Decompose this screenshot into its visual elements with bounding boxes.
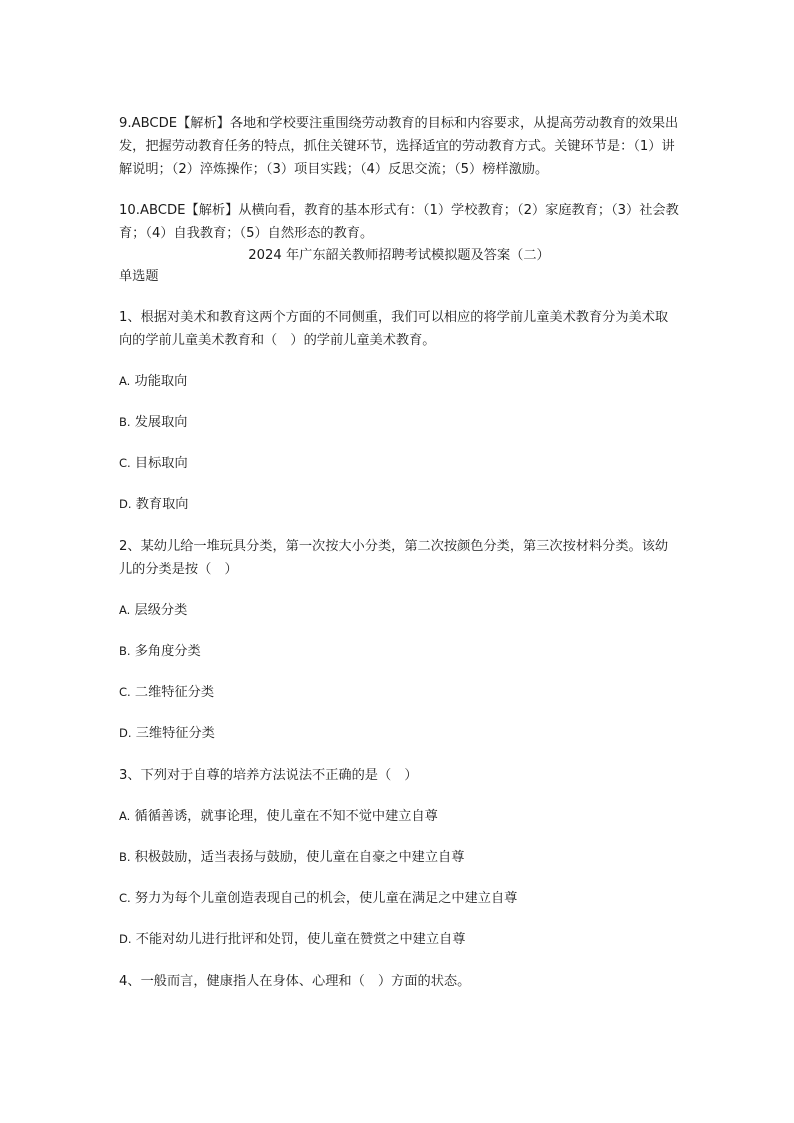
option-letter: A. [119,603,131,617]
question-3-stem: 3、下列对于自尊的培养方法说法不正确的是（ ） [119,768,418,783]
option-text: 功能取向 [134,374,188,389]
option-letter: D. [119,497,132,511]
option-text: 三维特征分类 [135,726,215,741]
option-letter: A. [119,809,131,823]
option-letter: C. [119,685,131,699]
option-letter: B. [119,644,131,658]
question-1-option-b [119,411,679,434]
question-2-option-d [119,722,679,745]
option-letter: D. [119,932,132,946]
question-1-option-c [119,452,679,475]
question-1-option-d [119,493,679,516]
option-letter: B. [119,850,131,864]
option-text: 教育取向 [135,497,189,512]
option-letter: C. [119,456,131,470]
option-letter: D. [119,726,132,740]
question-1-option-a [119,370,679,393]
option-text: 多角度分类 [134,644,201,659]
option-text: 不能对幼儿进行批评和处罚，使儿童在赞赏之中建立自尊 [135,932,466,947]
question-1-stem: 1、根据对美术和教育这两个方面的不同侧重，我们可以相应的将学前儿童美术教育分为美术取向的学前儿童美术教育和（ ）的学前儿童美术教育。 [119,310,669,348]
document-page [119,112,679,993]
section-label: 单选题 [119,269,159,284]
question-2-option-b [119,640,679,663]
option-text: 发展取向 [134,415,188,430]
question-3-option-a [119,805,679,828]
answer-9-explanation: 9.ABCDE【解析】各地和学校要注重围绕劳动教育的目标和内容要求，从提高劳动教育的效果出发，把握劳动教育任务的特点，抓住关键环节，选择适宜的劳动教育方式。关键环节是：（1）讲解说明；（2）淬炼操作；（3）项目实践；（4）反思交流；（5）榜样激励。 [119,116,679,177]
question-2-stem: 2、某幼儿给一堆玩具分类，第一次按大小分类，第二次按颜色分类，第三次按材料分类。该幼儿的分类是按（ ） [119,539,669,577]
option-letter: C. [119,891,131,905]
option-letter: B. [119,415,131,429]
question-3-option-c [119,887,679,910]
question-4-stem: 4、一般而言，健康指人在身体、心理和（ ）方面的状态。 [119,974,471,989]
question-3-option-b [119,846,679,869]
option-letter: A. [119,374,131,388]
option-text: 积极鼓励，适当表扬与鼓励，使儿童在自豪之中建立自尊 [134,850,465,865]
answer-10-explanation: 10.ABCDE【解析】从横向看，教育的基本形式有：（1）学校教育；（2）家庭教育；（3）社会教育；（4）自我教育；（5）自然形态的教育。 [119,203,679,241]
option-text: 层级分类 [134,603,188,618]
option-text: 努力为每个儿童创造表现自己的机会，使儿童在满足之中建立自尊 [134,891,518,906]
option-text: 目标取向 [134,456,188,471]
option-text: 循循善诱，就事论理，使儿童在不知不觉中建立自尊 [134,809,438,824]
question-2-option-a [119,599,679,622]
question-2-option-c [119,681,679,704]
question-3-option-d [119,928,679,951]
option-text: 二维特征分类 [134,685,215,700]
exam-title: 2024 年广东韶关教师招聘考试模拟题及答案（二） [248,248,550,263]
